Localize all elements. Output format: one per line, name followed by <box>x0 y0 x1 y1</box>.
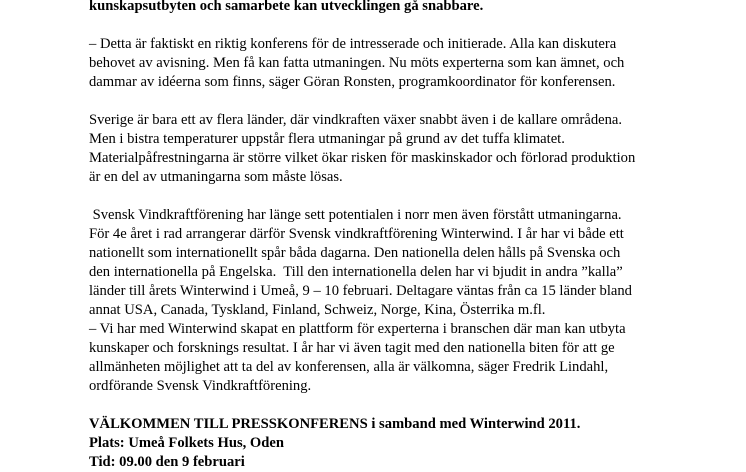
intro-tail-line: kunskapsutbyten och samarbete kan utvecklingen gå snabbare. <box>89 0 484 14</box>
association-line-8: kunskaper och forsknings resultat. I år har vi även tagit med den nationella biten för att ge <box>89 340 615 356</box>
quote-ronsten-line-3: dammar av idéerna som finns, säger Göran Ronsten, programkoordinator för konferensen. <box>89 74 616 90</box>
association-line-5: länder till årets Winterwind i Umeå, 9 – 10 februari. Deltagare väntas från ca 15 länder bland <box>89 283 632 299</box>
association-paragraph <box>89 206 729 396</box>
climate-line-3: Materialpåfrestningarna är större vilket ökar risken för maskinskador och förlorad produktion <box>89 150 636 166</box>
association-line-1: Svensk Vindkraftförening har länge sett potentialen i norr men även förstått utmaningarna. <box>89 207 622 223</box>
association-line-4: den internationella på Engelska. Till den internationella delen har vi bjudit in andra ”kalla” <box>89 264 623 280</box>
association-line-6: annat USA, Canada, Tyskland, Finland, Schweiz, Norge, Kina, Österrika m.fl. <box>89 302 546 318</box>
association-line-2: För 4e året i rad arrangerar därför Svensk vindkraftförening Winterwind. I år har vi både ett <box>89 226 624 242</box>
climate-line-2: Men i bistra temperaturer uppstår flera utmaningar på grund av det tuffa klimatet. <box>89 131 565 147</box>
press-time: Tid: 09.00 den 9 februari <box>89 454 245 470</box>
association-line-10: ordförande Svensk Vindkraftförening. <box>89 378 312 394</box>
intro-tail-paragraph <box>89 0 729 16</box>
association-line-3: nationellt som internationellt spår båda dagarna. Den nationella delen hålls på Svenska och <box>89 245 621 261</box>
press-place: Plats: Umeå Folkets Hus, Oden <box>89 435 284 451</box>
association-line-7: – Vi har med Winterwind skapat en plattform för experterna i branschen där man kan utbyta <box>89 321 626 337</box>
climate-paragraph <box>89 111 729 187</box>
quote-ronsten-paragraph <box>89 35 729 92</box>
association-line-9: allmänheten möjlighet att ta del av konferensen, alla är välkomna, säger Fredrik Lindahl, <box>89 359 609 375</box>
quote-ronsten-line-2: behovet av avisning. Men få kan fatta utmaningen. Nu möts experterna som kan ämnet, och <box>89 55 625 71</box>
document-body <box>89 0 729 472</box>
press-headline: VÄLKOMMEN TILL PRESSKONFERENS i samband med Winterwind 2011. <box>89 416 581 432</box>
quote-ronsten-line-1: – Detta är faktiskt en riktig konferens för de intresserade och initierade. Alla kan diskutera <box>89 36 617 52</box>
climate-line-4: är en del av utmaningarna som måste lösas. <box>89 169 343 185</box>
press-conference-block <box>89 415 729 472</box>
climate-line-1: Sverige är bara ett av flera länder, där vindkraften växer snabbt även i de kallare områdena. <box>89 112 623 128</box>
